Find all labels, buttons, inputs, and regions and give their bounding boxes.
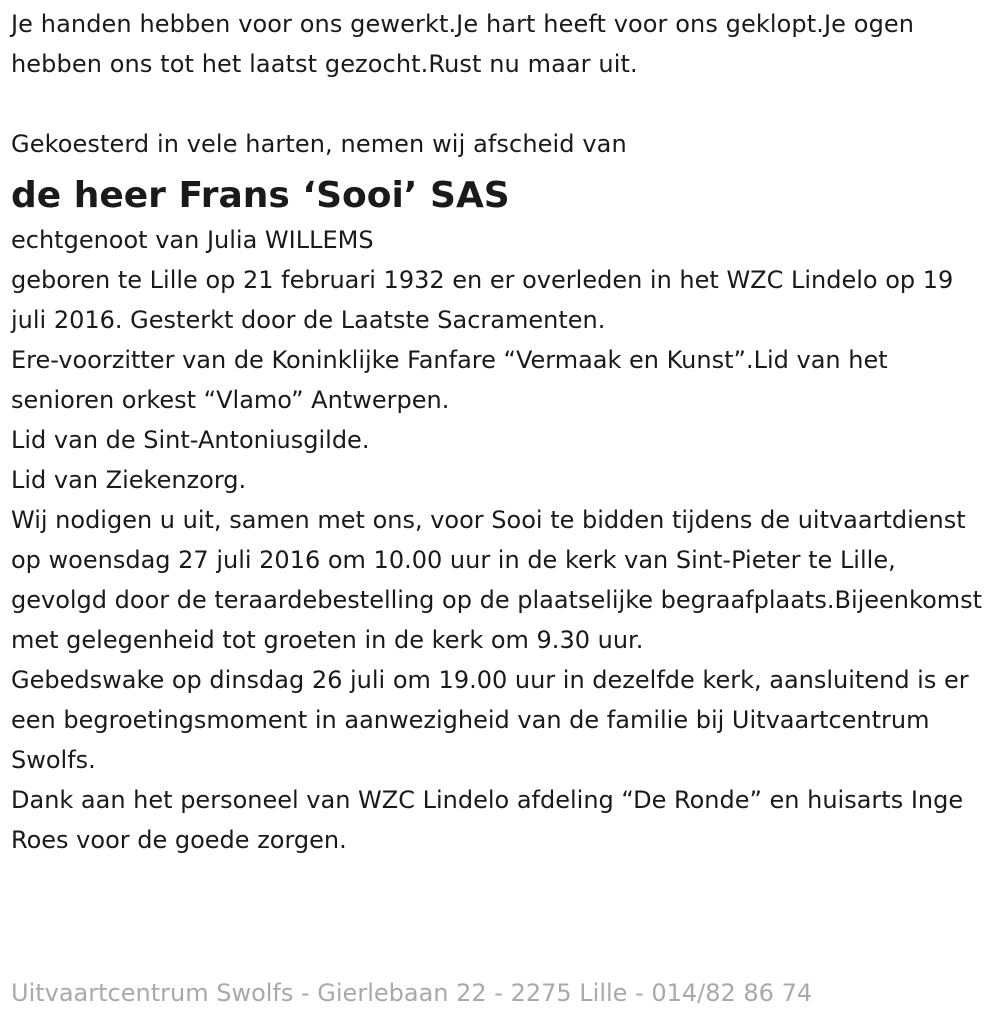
thanks-line: Dank aan het personeel van WZC Lindelo afdeling “De Ronde” en huisarts Inge Roes voor de goede zorgen. (11, 786, 964, 854)
intro-text: Gekoesterd in vele harten, nemen wij afscheid van (11, 130, 627, 158)
funeral-invitation-line: Wij nodigen u uit, samen met ons, voor Sooi te bidden tijdens de uitvaartdienst op woensdag 27 juli 2016 om 10.00 uur in de kerk van Sint-Pieter te Lille, gevolgd door de teraardebestelling op de plaatselijke begraafplaats.Bijeenkomst met gelegenheid tot groeten in de kerk om 9.30 uur. (11, 506, 983, 654)
opening-verse: Je handen hebben voor ons gewerkt.Je hart heeft voor ons geklopt.Je ogen hebben ons tot het laatst gezocht.Rust nu maar uit. (11, 10, 915, 78)
funeral-home-footer: Uitvaartcentrum Swolfs - Gierlebaan 22 - 2275 Lille - 014/82 86 74 (11, 979, 813, 1007)
obituary-notice (11, 4, 996, 860)
birth-death-line: geboren te Lille op 21 februari 1932 en er overleden in het WZC Lindelo op 19 juli 2016. Gesterkt door de Laatste Sacramenten. (11, 266, 954, 334)
prayer-vigil-line: Gebedswake op dinsdag 26 juli om 19.00 uur in dezelfde kerk, aansluitend is er een begroetingsmoment in aanwezigheid van de familie bij Uitvaartcentrum Swolfs. (11, 666, 969, 774)
guild-membership-line: Lid van de Sint-Antoniusgilde. (11, 426, 370, 454)
deceased-name: de heer Frans ‘Sooi’ SAS (11, 175, 510, 216)
honorary-chair-line: Ere-voorzitter van de Koninklijke Fanfare “Vermaak en Kunst”.Lid van het senioren orkest “Vlamo” Antwerpen. (11, 346, 888, 414)
ziekenzorg-membership-line: Lid van Ziekenzorg. (11, 466, 247, 494)
spouse-line: echtgenoot van Julia WILLEMS (11, 226, 374, 254)
spacer (11, 84, 996, 124)
